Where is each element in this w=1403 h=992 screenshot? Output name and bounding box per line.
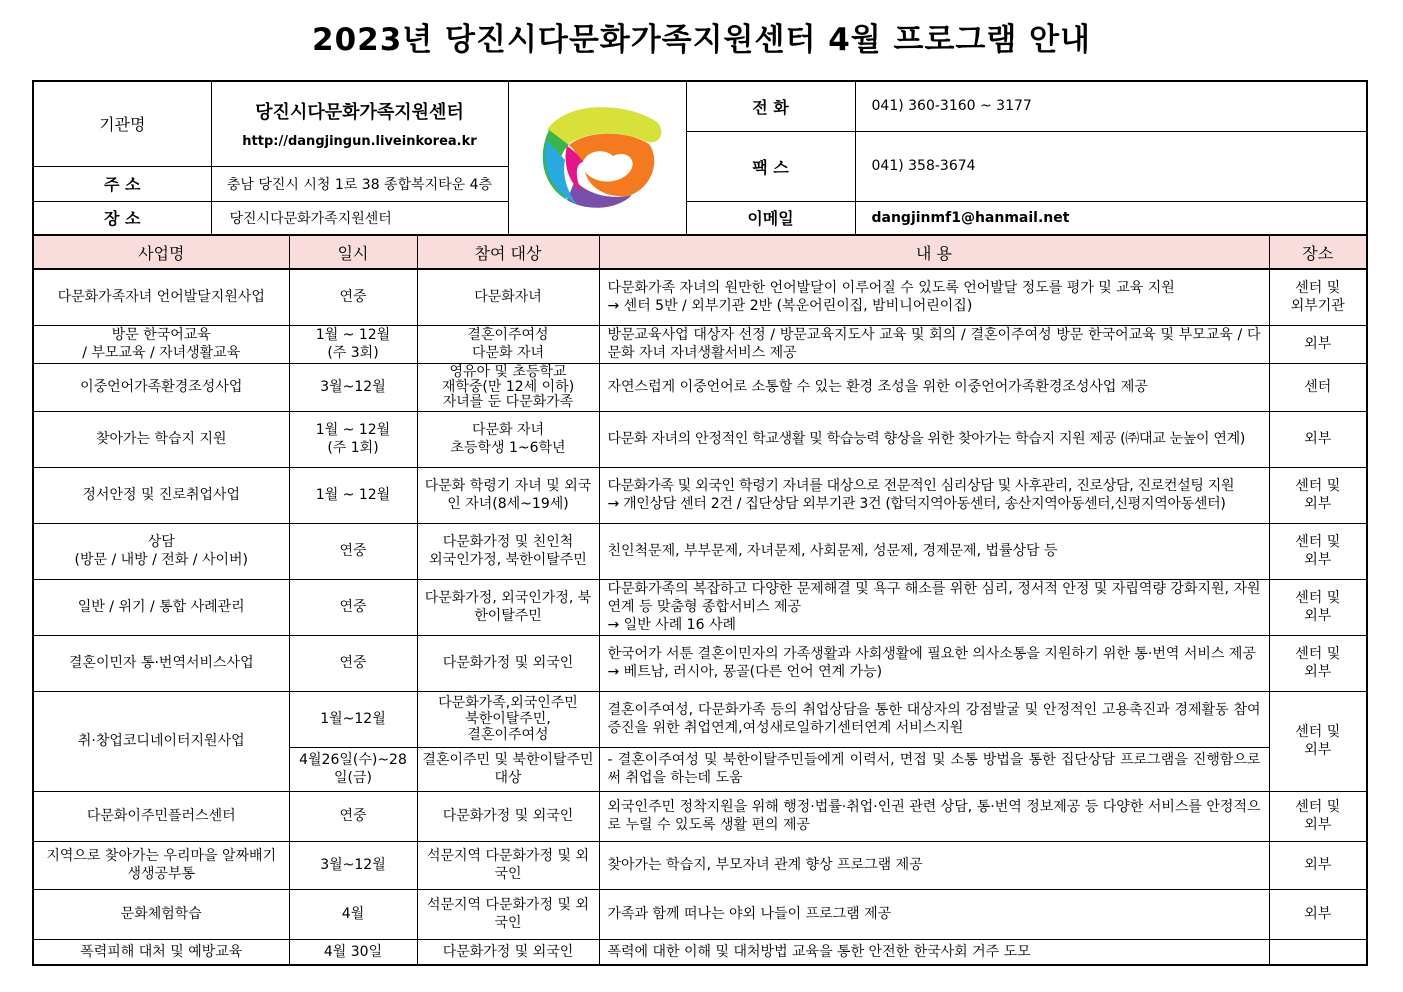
email-label: 이메일: [686, 201, 855, 235]
address-value: 충남 당진시 시청 1로 38 종합복지타운 4층: [211, 166, 508, 201]
program-place: [1269, 939, 1367, 965]
phone-value: 041) 360-3160 ~ 3177: [855, 81, 1367, 131]
program-content: 한국어가 서툰 결혼이민자의 가족생활과 사회생활에 필요한 의사소통을 지원하기 위한 통·번역 서비스 제공 → 베트남, 러시아, 몽골(다른 언어 연계 가능): [599, 635, 1269, 691]
table-row: [33, 691, 1367, 747]
table-row: [33, 939, 1367, 965]
header-target: 참여 대상: [417, 235, 599, 269]
program-date: 1월~12월: [289, 691, 417, 747]
program-date: 1월 ~ 12월 (주 3회): [289, 325, 417, 363]
header-place: 장소: [1269, 235, 1367, 269]
program-content: 친인척문제, 부부문제, 자녀문제, 사회문제, 성문제, 경제문제, 법률상담 등: [599, 523, 1269, 579]
center-logo: [527, 100, 667, 212]
program-place: 센터 및 외부: [1269, 467, 1367, 523]
table-row: [33, 411, 1367, 467]
program-date: 1월 ~ 12월 (주 1회): [289, 411, 417, 467]
program-date: 3월~12월: [289, 841, 417, 889]
table-row: [33, 635, 1367, 691]
header-date: 일시: [289, 235, 417, 269]
program-content: - 결혼이주여성 및 북한이탈주민들에게 이력서, 면접 및 소통 방법을 통한 집단상담 프로그램을 진행함으로써 취업을 하는데 도움: [599, 747, 1269, 791]
program-name: 문화체험학습: [33, 889, 289, 939]
program-date: 연중: [289, 523, 417, 579]
table-row: [33, 325, 1367, 363]
program-name: 찾아가는 학습지 지원: [33, 411, 289, 467]
phone-label: 전 화: [686, 81, 855, 131]
program-target: 석문지역 다문화가정 및 외국인: [417, 889, 599, 939]
program-place: 센터 및 외부: [1269, 579, 1367, 635]
program-content: 자연스럽게 이중언어로 소통할 수 있는 환경 조성을 위한 이중언어가족환경조성사업 제공: [599, 363, 1269, 411]
page-title: 2023년 당진시다문화가족지원센터 4월 프로그램 안내: [312, 22, 1091, 58]
program-content: 찾아가는 학습지, 부모자녀 관계 향상 프로그램 제공: [599, 841, 1269, 889]
program-name: 이중언어가족환경조성사업: [33, 363, 289, 411]
program-date: 연중: [289, 635, 417, 691]
program-place: 외부: [1269, 411, 1367, 467]
program-table: [32, 234, 1368, 966]
org-name-cell: [211, 81, 508, 166]
table-row: [33, 523, 1367, 579]
program-date: 연중: [289, 791, 417, 841]
program-target: 다문화 학령기 자녀 및 외국인 자녀(8세~19세): [417, 467, 599, 523]
program-place: 외부: [1269, 841, 1367, 889]
program-target: 다문화가정 및 외국인: [417, 635, 599, 691]
fax-value: 041) 358-3674: [855, 131, 1367, 201]
program-target: 결혼이주민 및 북한이탈주민 대상: [417, 747, 599, 791]
program-name: 취·창업코디네이터지원사업: [33, 691, 289, 791]
program-content: 방문교육사업 대상자 선정 / 방문교육지도사 교육 및 회의 / 결혼이주여성 방문 한국어교육 및 부모교육 / 다문화 자녀 자녀생활서비스 제공: [599, 325, 1269, 363]
program-name: 일반 / 위기 / 통합 사례관리: [33, 579, 289, 635]
program-name: 다문화가족자녀 언어발달지원사업: [33, 269, 289, 325]
program-target: 다문화 자녀 초등학생 1~6학년: [417, 411, 599, 467]
org-name: 당진시다문화가족지원센터: [255, 102, 464, 124]
fax-label: 팩 스: [686, 131, 855, 201]
program-date: 연중: [289, 579, 417, 635]
program-place: 외부: [1269, 889, 1367, 939]
program-target: 결혼이주여성 다문화 자녀: [417, 325, 599, 363]
header-content: 내 용: [599, 235, 1269, 269]
table-row: [33, 889, 1367, 939]
header-program-name: 사업명: [33, 235, 289, 269]
program-place: 센터 및 외부기관: [1269, 269, 1367, 325]
place-value: 당진시다문화가족지원센터: [211, 201, 508, 235]
program-place: 외부: [1269, 325, 1367, 363]
program-content: 외국인주민 정착지원을 위해 행정·법률·취업·인권 관련 상담, 통·번역 정보제공 등 다양한 서비스를 안정적으로 누릴 수 있도록 생활 편의 제공: [599, 791, 1269, 841]
email-value[interactable]: dangjinmf1@hanmail.net: [855, 201, 1367, 235]
program-name: 방문 한국어교육 / 부모교육 / 자녀생활교육: [33, 325, 289, 363]
program-content: 다문화가족 및 외국인 학령기 자녀를 대상으로 전문적인 심리상담 및 사후관리, 진로상담, 진로컨설팅 지원 → 개인상담 센터 2건 / 집단상담 외부기관 3건 (합덕지역아동센터, 송산지역아동센터,신평지역아동센터): [599, 467, 1269, 523]
program-content: 다문화 자녀의 안정적인 학교생활 및 학습능력 향상을 위한 찾아가는 학습지 지원 제공 (㈜대교 눈높이 연계): [599, 411, 1269, 467]
table-row: [33, 791, 1367, 841]
table-row: [33, 269, 1367, 325]
program-date: 4월 30일: [289, 939, 417, 965]
logo-cell: [508, 81, 686, 235]
program-content: 가족과 함께 떠나는 야외 나들이 프로그램 제공: [599, 889, 1269, 939]
program-date: 연중: [289, 269, 417, 325]
place-label: 장 소: [33, 201, 211, 235]
org-url[interactable]: http://dangjingun.liveinkorea.kr: [242, 134, 477, 150]
program-date: 3월~12월: [289, 363, 417, 411]
program-target: 다문화가족,외국인주민 북한이탈주민, 결혼이주여성: [417, 691, 599, 747]
program-target: 다문화자녀: [417, 269, 599, 325]
program-content: 결혼이주여성, 다문화가족 등의 취업상담을 통한 대상자의 강점발굴 및 안정적인 고용촉진과 경제활동 참여 증진을 위한 취업연계,여성새로일하기센터연계 서비스지원: [599, 691, 1269, 747]
program-target: 영유아 및 초등학교 재학중(만 12세 이하) 자녀를 둔 다문화가족: [417, 363, 599, 411]
program-target: 다문화가정 및 외국인: [417, 939, 599, 965]
program-target: 다문화가정 및 친인척 외국인가정, 북한이탈주민: [417, 523, 599, 579]
program-date: 1월 ~ 12월: [289, 467, 417, 523]
program-target: 다문화가정, 외국인가정, 북한이탈주민: [417, 579, 599, 635]
table-row: [33, 579, 1367, 635]
program-target: 석문지역 다문화가정 및 외국인: [417, 841, 599, 889]
program-date: 4월26일(수)~28일(금): [289, 747, 417, 791]
program-content: 다문화가족의 복잡하고 다양한 문제해결 및 욕구 해소를 위한 심리, 정서적 안정 및 자립역량 강화지원, 자원연계 등 맞춤형 종합서비스 제공 → 일반 사례 16 사례: [599, 579, 1269, 635]
program-content: 다문화가족 자녀의 원만한 언어발달이 이루어질 수 있도록 언어발달 정도를 평가 및 교육 지원 → 센터 5반 / 외부기관 2반 (복운어린이집, 밤비니어린이집): [599, 269, 1269, 325]
org-label: 기관명: [33, 81, 211, 166]
table-row: [33, 841, 1367, 889]
program-name: 정서안정 및 진로취업사업: [33, 467, 289, 523]
program-place: 센터: [1269, 363, 1367, 411]
program-name: 지역으로 찾아가는 우리마을 알짜배기 생생공부통: [33, 841, 289, 889]
program-name: 폭력피해 대처 및 예방교육: [33, 939, 289, 965]
program-name: 다문화이주민플러스센터: [33, 791, 289, 841]
program-content: 폭력에 대한 이해 및 대처방법 교육을 통한 안전한 한국사회 거주 도모: [599, 939, 1269, 965]
program-target: 다문화가정 및 외국인: [417, 791, 599, 841]
program-place: 센터 및 외부: [1269, 691, 1367, 791]
address-label: 주 소: [33, 166, 211, 201]
program-date: 4월: [289, 889, 417, 939]
program-name: 결혼이민자 통·번역서비스사업: [33, 635, 289, 691]
program-place: 센터 및 외부: [1269, 635, 1367, 691]
program-place: 센터 및 외부: [1269, 791, 1367, 841]
table-row: [33, 467, 1367, 523]
organization-info-table: [32, 80, 1368, 236]
program-name: 상담 (방문 / 내방 / 전화 / 사이버): [33, 523, 289, 579]
program-place: 센터 및 외부: [1269, 523, 1367, 579]
table-row: [33, 363, 1367, 411]
